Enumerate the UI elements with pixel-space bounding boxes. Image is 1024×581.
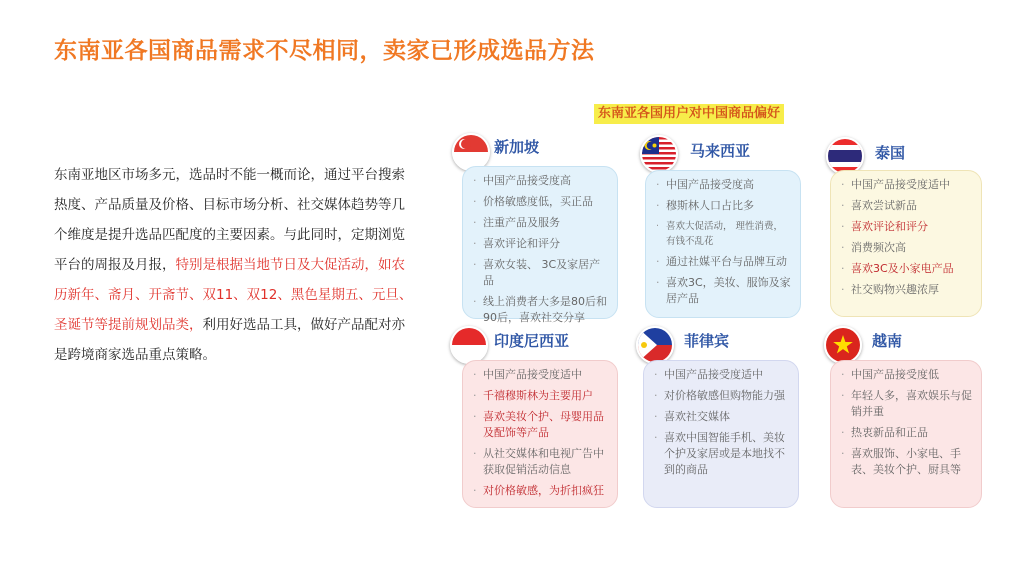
list-item: · 中国产品接受度高 — [656, 177, 792, 193]
philippines-flag-icon — [636, 326, 674, 364]
list-item: · 穆斯林人口占比多 — [656, 198, 792, 214]
country-name-malaysia: 马来西亚 — [690, 142, 751, 160]
country-name-thailand: 泰国 — [875, 144, 906, 162]
list-item: · 千禧穆斯林为主要用户 — [473, 388, 609, 404]
list-item: · 对价格敏感，为折扣疯狂 — [473, 483, 609, 499]
intro-paragraph — [54, 160, 414, 370]
list-item: · 对价格敏感但购物能力强 — [654, 388, 790, 404]
country-name-singapore: 新加坡 — [494, 138, 540, 156]
list-item: · 线上消费者大多是80后和90后，喜欢社交分享 — [473, 294, 609, 326]
country-card-singapore — [462, 166, 618, 324]
list-item: · 中国产品接受度高 — [473, 173, 609, 189]
list-item: · 热衷新品和正品 — [841, 425, 973, 441]
list-item: · 中国产品接受度适中 — [841, 177, 973, 193]
intro-text-end: 利用好选品工具，做好产品配对亦是跨境商家选品重点策略。 — [54, 317, 405, 363]
list-item: · 中国产品接受度适中 — [473, 367, 609, 383]
list-item: · 喜欢尝试新品 — [841, 198, 973, 214]
list-item: · 喜欢大促活动， 理性消费，有钱不乱花 — [656, 219, 792, 249]
list-item: · 通过社媒平台与品牌互动 — [656, 254, 792, 270]
country-card-philippines — [643, 360, 799, 508]
list-item: · 消费频次高 — [841, 240, 973, 256]
list-item: · 喜欢3C及小家电产品 — [841, 261, 973, 277]
list-item: · 喜欢3C，美妆、服饰及家居产品 — [656, 275, 792, 307]
list-item: · 社交购物兴趣浓厚 — [841, 282, 973, 298]
list-item: · 喜欢服饰、小家电、手表、美妆个护、厨具等 — [841, 446, 973, 478]
list-item: · 喜欢社交媒体 — [654, 409, 790, 425]
intro-highlight: 特别是根据当地节日及大促活动，如农历新年、斋月、开斋节、双11、双12、黑色星期五、元旦、圣诞节等提前规划品类， — [54, 257, 413, 333]
intro-text: 东南亚地区市场多元，选品时不能一概而论，通过平台搜索热度、产品质量及价格、目标市场分析、社交媒体趋势等几个维度是提升选品匹配度的主要因素。与此同时，定期浏览平台的周报及月报， — [54, 167, 405, 273]
indonesia-flag-icon — [450, 326, 488, 364]
page-title: 东南亚各国商品需求不尽相同，卖家已形成选品方法 — [54, 38, 595, 64]
preference-badge: 东南亚各国用户对中国商品偏好 — [594, 104, 784, 124]
country-name-vietnam: 越南 — [872, 332, 903, 350]
country-name-indonesia: 印度尼西亚 — [494, 332, 570, 350]
country-name-philippines: 菲律宾 — [684, 332, 730, 350]
malaysia-flag-icon — [640, 135, 678, 173]
country-card-thailand — [830, 170, 982, 317]
list-item: · 注重产品及服务 — [473, 215, 609, 231]
list-item: · 喜欢美妆个护、母婴用品及配饰等产品 — [473, 409, 609, 441]
list-item: · 喜欢中国智能手机、美妆个护及家居或是本地找不到的商品 — [654, 430, 790, 478]
list-item: · 喜欢评论和评分 — [841, 219, 973, 235]
list-item: · 年轻人多，喜欢娱乐与促销并重 — [841, 388, 973, 420]
list-item: · 从社交媒体和电视广告中获取促销活动信息 — [473, 446, 609, 478]
list-item: · 喜欢评论和评分 — [473, 236, 609, 252]
vietnam-flag-icon — [824, 326, 862, 364]
country-card-malaysia — [645, 170, 801, 318]
list-item: · 中国产品接受度低 — [841, 367, 973, 383]
country-card-indonesia — [462, 360, 618, 508]
country-card-vietnam — [830, 360, 982, 508]
list-item: · 喜欢女装、 3C及家居产品 — [473, 257, 609, 289]
list-item: · 价格敏感度低，买正品 — [473, 194, 609, 210]
list-item: · 中国产品接受度适中 — [654, 367, 790, 383]
